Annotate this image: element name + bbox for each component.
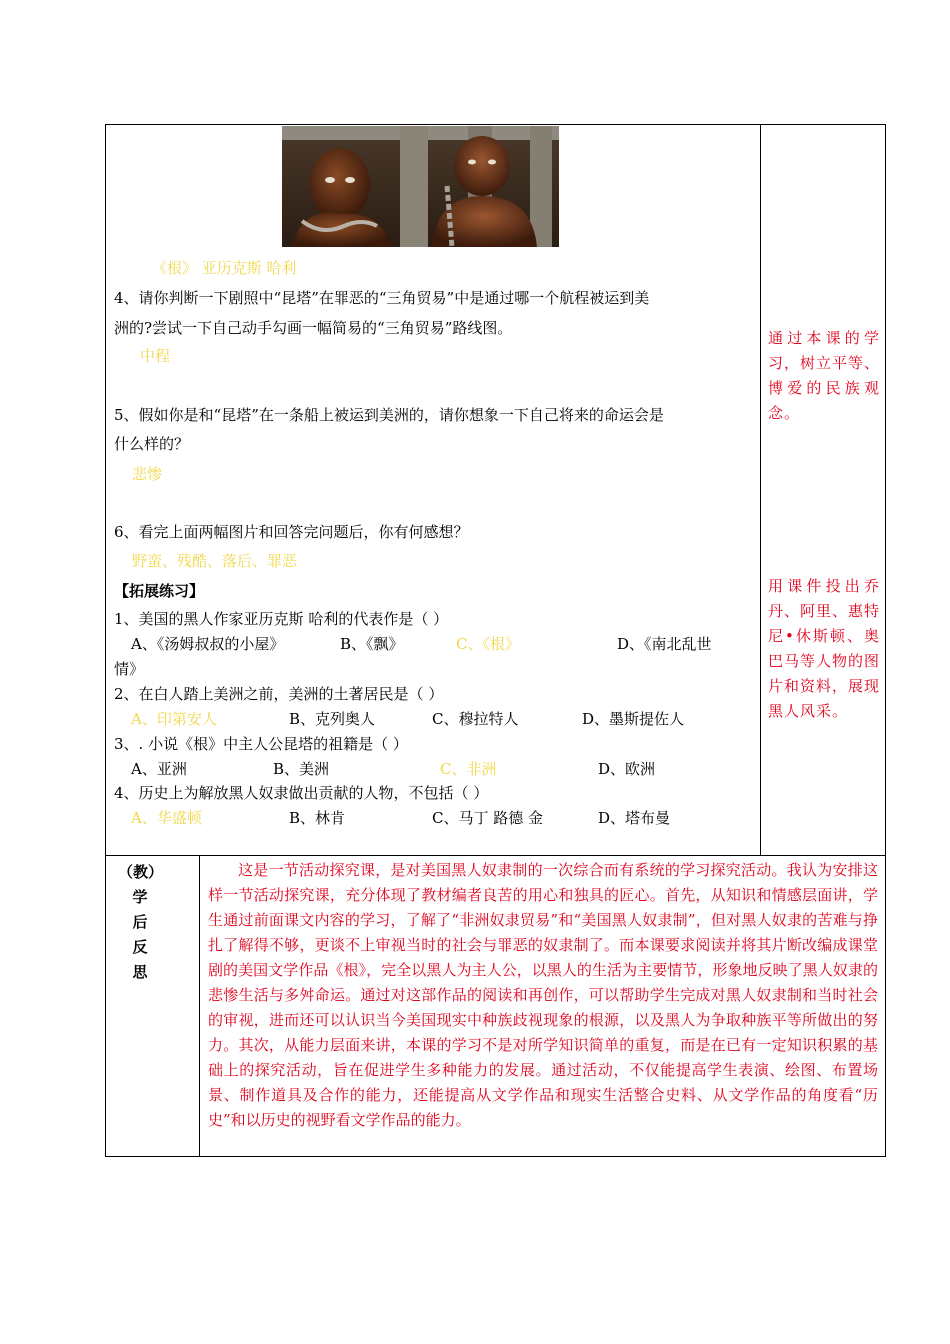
- reflection-label-char-4: 思: [132, 963, 148, 981]
- extension-heading: 【拓展练习】: [114, 582, 205, 600]
- extension-q2-stem: 2、在白人踏上美洲之前，美洲的土著居民是（ ）: [114, 685, 444, 703]
- table-border-bottom: [105, 1156, 886, 1157]
- reflection-label-top: （教）: [118, 863, 164, 881]
- question-4-line-2: 洲的?尝试一下自己动手勾画一幅简易的“三角贸易”路线图。: [114, 319, 513, 337]
- extension-q1-option-b: B、《飘》: [340, 635, 404, 653]
- reflection-text: 这是一节活动探究课，是对美国黑人奴隶制的一次综合而有系统的学习探究活动。我认为安排这样一节活动探究课，充分体现了教材编者良苦的用心和独具的匠心。首先，从知识和情感层面讲，学生通过前面课文内容的学习，了解了“非洲奴隶贸易”和“美国黑人奴隶制”，但对黑人奴隶的苦难与挣扎了解得不够，更谈不上审视当时的社会与罪恶的奴隶制了。而本课要求阅读并将其片断改编成课堂剧的美国文学作品《根》，完全以黑人为主人公，以黑人的生活为主要情节，形象地反映了黑人奴隶的悲惨生活与多舛命运。通过对这部作品的阅读和再创作，可以帮助学生完成对黑人奴隶制和当时社会的审视，进而还可以认识当今美国现实中种族歧视现象的根源，以及黑人为争取种族平等所做出的努力。其次，从能力层面来讲，本课的学习不是对所学知识简单的重复，而是在已有一定知识积累的基础上的探究活动，旨在促进学生多种能力的发展。通过活动，不仅能提高学生表演、绘图、布置场景、制作道具及合作的能力，还能提高从文学作品和现实生活整合史料、从文学作品的角度看“历史”和以历史的视野看文学作品的能力。: [208, 861, 878, 1129]
- table-border-left: [105, 124, 106, 1157]
- extension-q1-option-d-continued: 情》: [114, 660, 145, 678]
- photo-caption: 《根》 亚历克斯 哈利: [152, 259, 297, 277]
- side-note-courseware: 用课件投出乔丹、阿里、惠特尼•休斯顿、奥巴马等人物的图片和资料，展现黑人风采。: [768, 577, 881, 720]
- extension-q3-option-a: A、亚洲: [131, 760, 187, 778]
- extension-q3-option-c: C、非洲: [440, 760, 497, 778]
- extension-q1-option-a: A、《汤姆叔叔的小屋》: [131, 635, 285, 653]
- reflection-label-char-2: 后: [132, 913, 148, 931]
- extension-q2-option-a: A、印第安人: [131, 710, 217, 728]
- column-divider-notes: [760, 124, 761, 855]
- question-6-answer: 野蛮、残酷、落后、罪恶: [132, 552, 298, 570]
- extension-q4-option-a: A、华盛顿: [131, 809, 202, 827]
- question-4-answer: 中程: [140, 347, 171, 365]
- question-5-line-2: 什么样的？: [114, 435, 190, 453]
- roots-still-photo: [282, 126, 559, 247]
- extension-q1-option-c: C、《根》: [456, 635, 520, 653]
- extension-q3-option-b: B、美洲: [273, 760, 330, 778]
- extension-q4-stem: 4、历史上为解放黑人奴隶做出贡献的人物，不包括（ ）: [114, 784, 489, 802]
- reflection-label-char-3: 反: [132, 938, 148, 956]
- side-note-values: 通过本课的学习，树立平等、博爱的民族观念。: [768, 329, 881, 422]
- extension-q3-stem: 3、. 小说《根》中主人公昆塔的祖籍是（ ）: [114, 735, 408, 753]
- extension-q2-option-d: D、墨斯提佐人: [582, 710, 685, 728]
- question-5-answer: 悲惨: [132, 465, 163, 483]
- question-5-line-1: 5、假如你是和“昆塔”在一条船上被运到美洲的，请你想象一下自己将来的命运会是: [114, 406, 664, 424]
- question-6-line-1: 6、看完上面两幅图片和回答完问题后，你有何感想？: [114, 523, 469, 541]
- question-4-line-1: 4、请你判断一下剧照中“昆塔”在罪恶的“三角贸易”中是通过哪一个航程被运到美: [114, 289, 650, 307]
- extension-q3-option-d: D、欧洲: [598, 760, 656, 778]
- extension-q1-option-d: D、《南北乱世: [617, 635, 712, 653]
- extension-q4-option-d: D、塔布曼: [598, 809, 671, 827]
- column-divider-reflection: [199, 855, 200, 1156]
- extension-q2-option-c: C、穆拉特人: [432, 710, 519, 728]
- reflection-label-char-1: 学: [132, 888, 148, 906]
- table-border-right: [885, 124, 886, 1157]
- extension-q1-stem: 1、美国的黑人作家亚历克斯 哈利的代表作是（ ）: [114, 610, 449, 628]
- extension-q4-option-b: B、林肯: [289, 809, 346, 827]
- extension-q4-option-c: C、马丁 路德 金: [432, 809, 544, 827]
- extension-q2-option-b: B、克列奥人: [289, 710, 376, 728]
- table-border-top: [105, 124, 886, 125]
- row-divider: [105, 855, 886, 856]
